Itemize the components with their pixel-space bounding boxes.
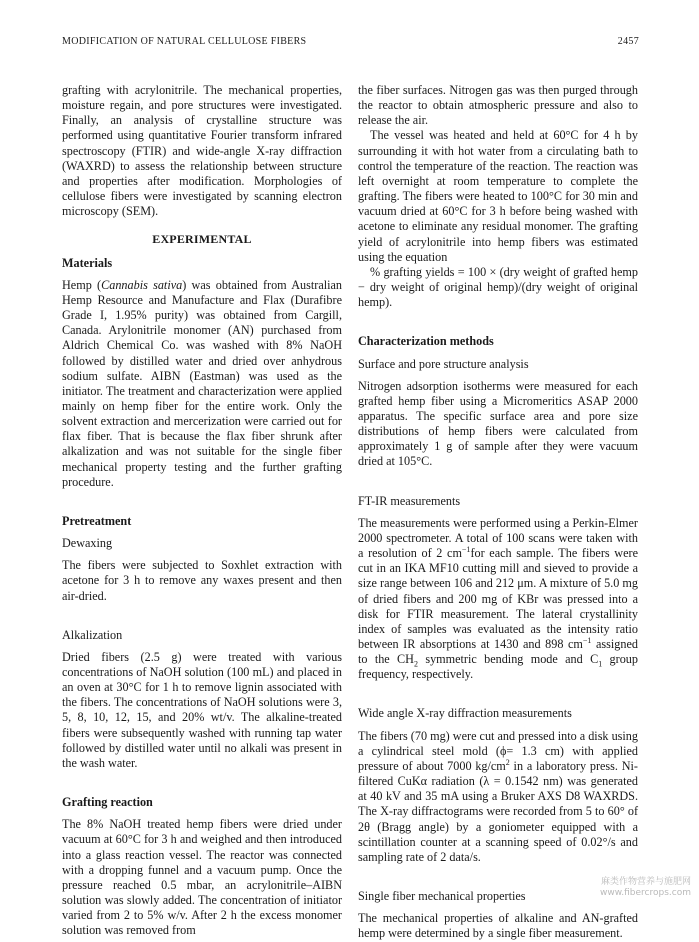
right-column (358, 83, 638, 942)
heading-alkalization: Alkalization (62, 627, 123, 642)
heading-dewaxing: Dewaxing (62, 536, 113, 551)
section-heading-experimental: EXPERIMENTAL (152, 232, 252, 247)
heading-grafting-reaction: Grafting reaction (62, 795, 153, 810)
watermark-line-2: www.fibercrops.com (600, 888, 691, 898)
grafting-yield-equation: % grafting yields = 100 × (dry weight of grafted hemp − dry weight of original hemp)/(dry weight of original hemp). (358, 264, 638, 310)
page-number: 2457 (617, 36, 639, 47)
species-name: Cannabis sativa (101, 277, 183, 292)
heading-single-fiber: Single fiber mechanical properties (358, 889, 526, 904)
heading-ftir: FT-IR measurements (358, 493, 461, 508)
heading-surface-pore: Surface and pore structure analysis (358, 356, 529, 371)
waxrd-paragraph: The fibers (70 mg) were cut and pressed into a disk using a cylindrical steel mold (ϕ= 1.3 cm) with applied pressure of about 7000 $kg/cm^2$ in a laboratory press. Ni-filtered CuKα radiation (λ = 0.1542 nm) was generated at 40 kV and 35 mA using a Bruker AXS D8 WAXRDS. The X-ray diffractograms were recorded from 5 to 60° of 2θ (Bragg angle) by a goniometer equipped with a scintillation counter at a scanning speed of 0.02°/s and sampling rate of 2 data/s. (358, 728, 638, 864)
heading-characterization-methods: Characterization methods (358, 334, 494, 349)
heading-waxrd: Wide angle X-ray diffraction measurements (358, 706, 572, 721)
single-fiber-paragraph: The mechanical properties of alkaline and AN-grafted hemp were determined by a single fiber measurement. (358, 911, 638, 941)
ftir-paragraph: The measurements were performed using a Perkin-Elmer 2000 spectrometer. A total of 100 scans were taken with a resolution of 2 $cm^{-1}for$ each sample. The fibers were cut in an IKA MF10 cutting mill and sieved to provide a size range between 106 and 212 μm. A mixture of 5.0 mg of dried fibers and 200 mg of KBr was pressed into a disk for FTIR measurement. The lateral crystallinity index of samples was evaluated as the intensity ratio between IR absorptions at 1430 and 898 $cm^{-1}$ assigned to the $CH_2$ symmetric bending mode and $C_1$ group frequency, respectively. (358, 515, 638, 682)
materials-paragraph: Hemp (Cannabis sativa) was obtained from Australian Hemp Resource and Manufacture and Flax (Durafibre Grade I, 1.95% purity) was obtained from Cargill, Canada. Arylonitrile monomer (AN) purchased from Aldrich Chemical Co. was washed with 8% NaOH followed by distilled water and dried over anhydrous sodium sulfate. AIBN (Eastman) was used as the initiator. The treatment and characterization were applied mainly on hemp fiber for the entire work. Only the solvent extraction and mercerization were carried out for flax fiber. That is because the flax fiber shrunk after alkalization and was not suitable for the single fiber mechanical property testing and the further grafting procedure. (62, 277, 343, 489)
grafting-paragraph: The 8% NaOH treated hemp fibers were dried under vacuum at 60°C for 3 h and weighed and then introduced into a glass reaction vessel. The reactor was connected with a dropping funnel and a vacuum pump. Once the pressure reached 0.5 mbar, an acrylonitrile–AIBN solution was slowly added. The concentration of initiator varied from 2 to 5% w/v. After 2 h the excess monomer solution was removed from (62, 817, 342, 938)
continued-paragraph: the fiber surfaces. Nitrogen gas was then purged through the reactor to obtain atmospheric pressure and also to release the air. (358, 83, 638, 128)
heading-materials: Materials (62, 255, 113, 270)
left-column (62, 83, 342, 939)
heading-pretreatment: Pretreatment (62, 513, 132, 528)
intro-paragraph: grafting with acrylonitrile. The mechanical properties, moisture regain, and pore structures were investigated. Finally, an analysis of crystalline structure was performed using quantitative Fourier transform infrared spectroscopy (FTIR) and wide-angle X-ray diffraction (WAXRD) to assess the relationship between structure and properties after modification. Morphologies of cellulose fibers were investigated by scanning electron microscopy (SEM). (62, 83, 342, 219)
vessel-paragraph: The vessel was heated and held at 60°C for 4 h by surrounding it with hot water from a circulating bath to control the temperature of the reaction. The reaction was left overnight at room temperature to complete the grafting. The fibers were heated to 100°C for 30 min and vacuum dried at 60°C for 3 h before being washed with acetone to eliminate any residual monomer. The grafting yield of acrylonitrile into hemp fibers was estimated using the equation (358, 128, 638, 264)
watermark (600, 877, 691, 899)
running-title: MODIFICATION OF NATURAL CELLULOSE FIBERS (62, 36, 307, 47)
surface-paragraph: Nitrogen adsorption isotherms were measured for each grafted hemp fiber using a Micromeritics ASAP 2000 apparatus. The specific surface area and pore size distributions of hemp fibers were calculated from approximately 1 g of sample after they were vacuum dried at 105°C. (358, 378, 638, 469)
running-header (62, 36, 639, 50)
dewaxing-paragraph: The fibers were subjected to Soxhlet extraction with acetone for 3 h to remove any waxes present and then air-dried. (62, 558, 342, 603)
watermark-line-1: 麻类作物营养与施肥网 (600, 877, 691, 887)
alkalization-paragraph: Dried fibers (2.5 g) were treated with various concentrations of NaOH solution (100 mL) and placed in an oven at 30°C for 1 h to remove lignin associated with the fibers. The concentrations of NaOH solutions were 3, 5, 8, 10, 12, 15, and 20% wt/v. The alkaline-treated fibers were subsequently washed with running tap water followed by distilled water until no alkali was present in the wash water. (62, 649, 342, 770)
